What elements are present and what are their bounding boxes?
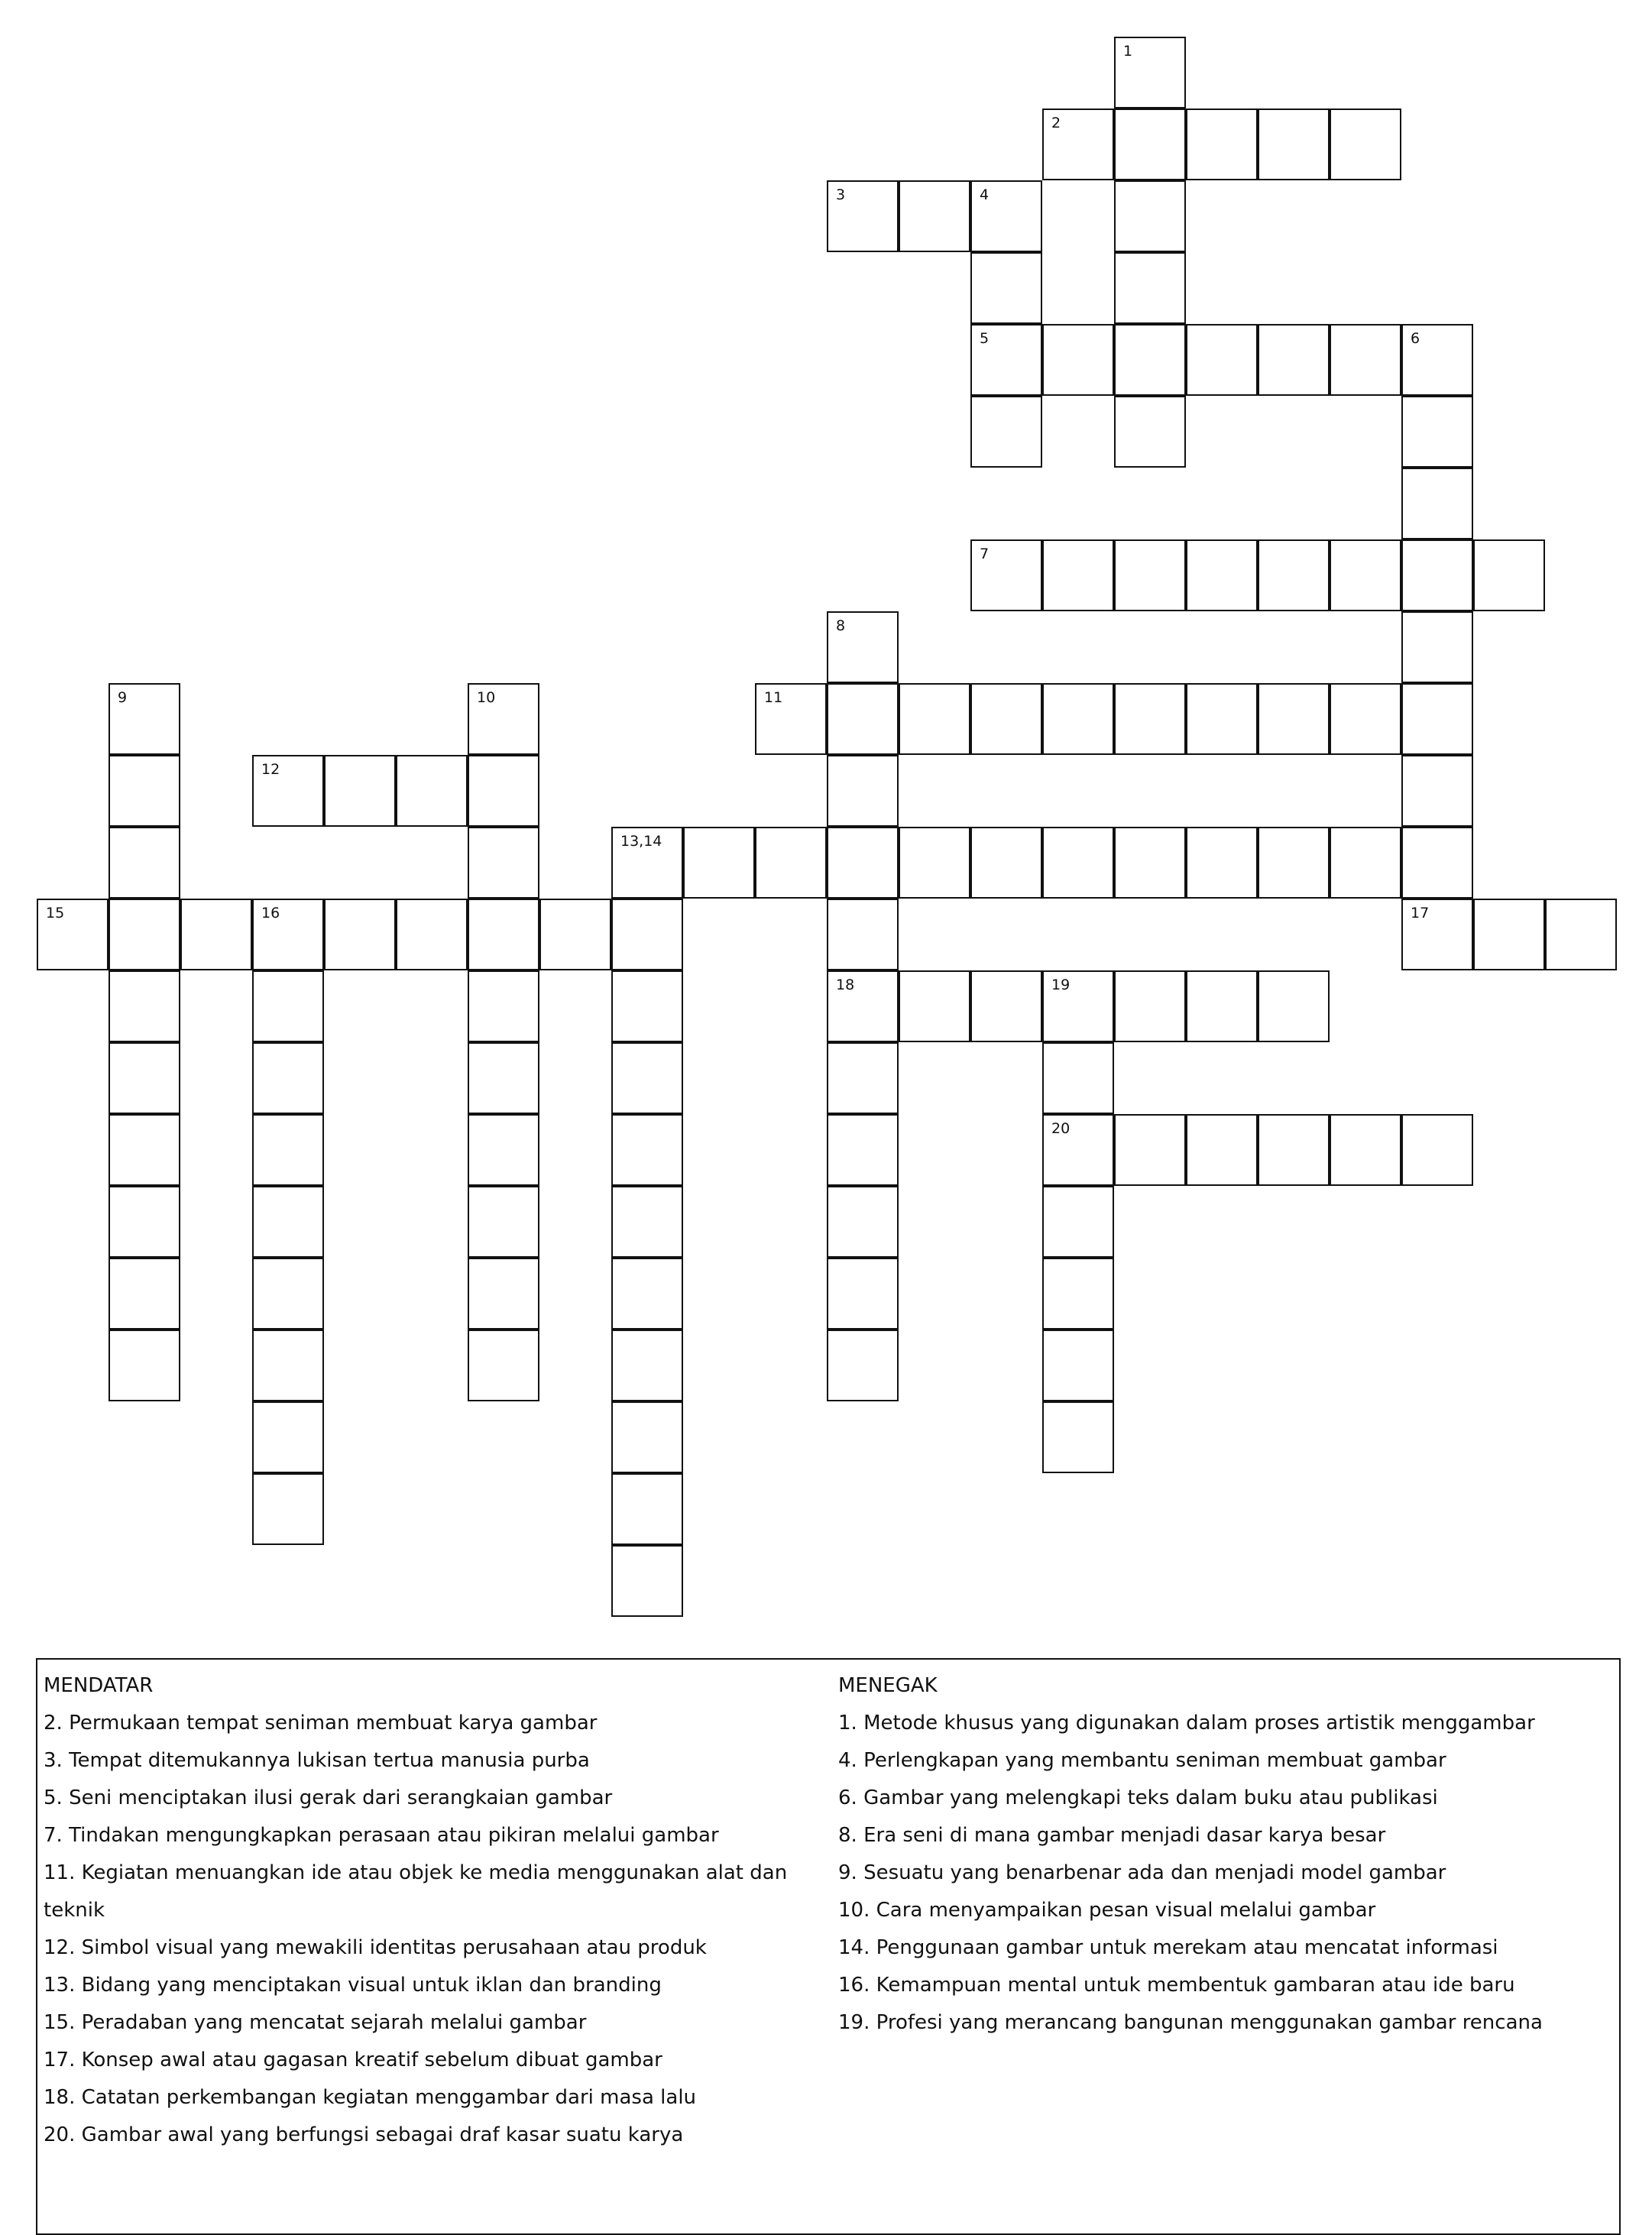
grid-cell[interactable]: [252, 1401, 324, 1473]
grid-cell[interactable]: [1401, 611, 1473, 683]
grid-cell[interactable]: [755, 683, 827, 755]
grid-cell[interactable]: [1401, 396, 1473, 468]
clue-number: 20: [1051, 1120, 1071, 1137]
grid-cell[interactable]: [970, 827, 1042, 899]
grid-cell[interactable]: [252, 755, 324, 827]
grid-cell[interactable]: [827, 1330, 899, 1401]
grid-cell[interactable]: [1401, 899, 1473, 970]
clue-number: 6: [1411, 330, 1420, 347]
grid-cell[interactable]: [1114, 180, 1186, 252]
grid-cell[interactable]: [109, 1114, 180, 1186]
grid-cell[interactable]: [1401, 827, 1473, 899]
down-clue: 9. Sesuatu yang benarbenar ada dan menjadi model gambar: [838, 1861, 1446, 1884]
grid-cell[interactable]: [1042, 324, 1114, 396]
down-clues: [838, 1667, 1610, 2042]
grid-cell[interactable]: [1114, 970, 1186, 1042]
grid-cell[interactable]: [1042, 539, 1114, 611]
grid-cell[interactable]: [827, 899, 899, 970]
grid-cell[interactable]: [1258, 683, 1330, 755]
grid-cell[interactable]: [970, 539, 1042, 611]
grid-cell[interactable]: [827, 755, 899, 827]
grid-cell[interactable]: [970, 252, 1042, 324]
grid-cell[interactable]: [1042, 1401, 1114, 1473]
across-clue: 15. Peradaban yang mencatat sejarah melalui gambar: [44, 2011, 587, 2034]
grid-cell[interactable]: [827, 1258, 899, 1330]
grid-cell[interactable]: [324, 755, 396, 827]
grid-cell[interactable]: [468, 827, 539, 899]
grid-cell[interactable]: [683, 827, 755, 899]
grid-cell[interactable]: [1401, 324, 1473, 396]
clue-number: 17: [1411, 905, 1430, 922]
grid-cell[interactable]: [611, 1258, 683, 1330]
grid-cell[interactable]: [1401, 755, 1473, 827]
down-heading: MENEGAK: [838, 1674, 938, 1697]
clue-number: 13,14: [620, 833, 662, 850]
grid-cell[interactable]: [611, 827, 683, 899]
grid-cell[interactable]: [827, 970, 899, 1042]
grid-cell[interactable]: [252, 1186, 324, 1258]
grid-cell[interactable]: [970, 180, 1042, 252]
grid-cell[interactable]: [468, 1114, 539, 1186]
grid-cell[interactable]: [1258, 1114, 1330, 1186]
clue-number: 18: [836, 977, 855, 993]
grid-cell[interactable]: [1401, 1114, 1473, 1186]
grid-cell[interactable]: [1545, 899, 1617, 970]
grid-cell[interactable]: [1186, 324, 1258, 396]
clue-number: 1: [1123, 43, 1133, 60]
grid-cell[interactable]: [1114, 1114, 1186, 1186]
across-clue: 11. Kegiatan menuangkan ide atau objek ke media menggunakan alat dan teknik: [44, 1861, 788, 1922]
grid-cell[interactable]: [1186, 109, 1258, 180]
across-clue: 5. Seni menciptakan ilusi gerak dari serangkaian gambar: [44, 1786, 613, 1809]
grid-cell[interactable]: [611, 1473, 683, 1545]
grid-cell[interactable]: [109, 827, 180, 899]
grid-cell[interactable]: [1042, 683, 1114, 755]
grid-cell[interactable]: [1258, 827, 1330, 899]
clue-number: 16: [261, 905, 280, 922]
grid-cell[interactable]: [899, 827, 970, 899]
clue-number: 19: [1051, 977, 1071, 993]
grid-cell[interactable]: [468, 683, 539, 755]
grid-cell[interactable]: [1042, 970, 1114, 1042]
grid-cell[interactable]: [468, 970, 539, 1042]
grid-cell[interactable]: [1186, 683, 1258, 755]
grid-cell[interactable]: [970, 324, 1042, 396]
grid-cell[interactable]: [468, 1330, 539, 1401]
clue-number: 3: [836, 186, 846, 203]
down-clue: 16. Kemampuan mental untuk membentuk gambaran atau ide baru: [838, 1974, 1515, 1997]
across-clue: 20. Gambar awal yang berfungsi sebagai draf kasar suatu karya: [44, 2123, 684, 2146]
grid-cell[interactable]: [611, 1186, 683, 1258]
grid-cell[interactable]: [899, 683, 970, 755]
grid-cell[interactable]: [468, 755, 539, 827]
clue-number: 2: [1051, 115, 1061, 131]
grid-cell[interactable]: [1401, 683, 1473, 755]
grid-cell[interactable]: [1186, 539, 1258, 611]
grid-cell[interactable]: [1114, 396, 1186, 468]
grid-cell[interactable]: [1186, 1114, 1258, 1186]
grid-cell[interactable]: [827, 1186, 899, 1258]
grid-cell[interactable]: [1330, 324, 1401, 396]
grid-cell[interactable]: [1042, 1330, 1114, 1401]
grid-cell[interactable]: [252, 1330, 324, 1401]
grid-cell[interactable]: [468, 899, 539, 970]
grid-cell[interactable]: [1473, 899, 1545, 970]
grid-cell[interactable]: [970, 970, 1042, 1042]
grid-cell[interactable]: [611, 1401, 683, 1473]
clues-box: [36, 1658, 1621, 2235]
grid-cell[interactable]: [970, 683, 1042, 755]
across-clue: 3. Tempat ditemukannya lukisan tertua manusia purba: [44, 1749, 590, 1772]
across-clue: 12. Simbol visual yang mewakili identitas perusahaan atau produk: [44, 1936, 707, 1959]
grid-cell[interactable]: [109, 1258, 180, 1330]
grid-cell[interactable]: [1258, 109, 1330, 180]
grid-cell[interactable]: [827, 1114, 899, 1186]
down-clue: 4. Perlengkapan yang membantu seniman membuat gambar: [838, 1749, 1446, 1772]
grid-cell[interactable]: [396, 899, 468, 970]
grid-cell[interactable]: [1186, 827, 1258, 899]
clue-number: 4: [980, 186, 990, 203]
grid-cell[interactable]: [611, 1114, 683, 1186]
grid-cell[interactable]: [1258, 539, 1330, 611]
across-clue: 18. Catatan perkembangan kegiatan menggambar dari masa lalu: [44, 2086, 697, 2109]
grid-cell[interactable]: [109, 755, 180, 827]
down-clue: 6. Gambar yang melengkapi teks dalam buku atau publikasi: [838, 1786, 1438, 1809]
grid-cell[interactable]: [109, 1330, 180, 1401]
grid-cell[interactable]: [827, 180, 899, 252]
grid-cell[interactable]: [252, 1114, 324, 1186]
grid-cell[interactable]: [1258, 324, 1330, 396]
grid-cell[interactable]: [1042, 1258, 1114, 1330]
grid-cell[interactable]: [1473, 539, 1545, 611]
grid-cell[interactable]: [109, 1042, 180, 1114]
across-clue: 7. Tindakan mengungkapkan perasaan atau pikiran melalui gambar: [44, 1824, 719, 1847]
clue-number: 15: [46, 905, 65, 922]
grid-cell[interactable]: [468, 1186, 539, 1258]
grid-cell[interactable]: [1042, 1114, 1114, 1186]
grid-cell[interactable]: [1258, 970, 1330, 1042]
grid-cell[interactable]: [611, 1330, 683, 1401]
grid-cell[interactable]: [1042, 827, 1114, 899]
grid-cell[interactable]: [899, 180, 970, 252]
grid-cell[interactable]: [1114, 324, 1186, 396]
grid-cell[interactable]: [1042, 1042, 1114, 1114]
clue-number: 7: [980, 546, 990, 562]
down-clue: 8. Era seni di mana gambar menjadi dasar karya besar: [838, 1824, 1386, 1847]
grid-cell[interactable]: [109, 970, 180, 1042]
grid-cell[interactable]: [611, 1042, 683, 1114]
grid-cell[interactable]: [1114, 827, 1186, 899]
grid-cell[interactable]: [252, 970, 324, 1042]
grid-cell[interactable]: [180, 899, 252, 970]
grid-cell[interactable]: [611, 970, 683, 1042]
across-clue: 13. Bidang yang menciptakan visual untuk iklan dan branding: [44, 1974, 662, 1997]
grid-cell[interactable]: [827, 827, 899, 899]
grid-cell[interactable]: [109, 1186, 180, 1258]
grid-cell[interactable]: [1330, 539, 1401, 611]
clue-number: 10: [477, 689, 496, 706]
down-clue: 14. Penggunaan gambar untuk merekam atau mencatat informasi: [838, 1936, 1498, 1959]
grid-cell[interactable]: [827, 611, 899, 683]
across-clue: 2. Permukaan tempat seniman membuat karya gambar: [44, 1712, 598, 1735]
down-clue: 1. Metode khusus yang digunakan dalam proses artistik menggambar: [838, 1712, 1535, 1735]
grid-cell[interactable]: [468, 1042, 539, 1114]
grid-cell[interactable]: [970, 396, 1042, 468]
grid-cell[interactable]: [1114, 683, 1186, 755]
grid-cell[interactable]: [1330, 683, 1401, 755]
grid-cell[interactable]: [1330, 109, 1401, 180]
grid-cell[interactable]: [468, 1258, 539, 1330]
grid-cell[interactable]: [1401, 468, 1473, 539]
grid-cell[interactable]: [324, 899, 396, 970]
grid-cell[interactable]: [396, 755, 468, 827]
clue-number: 8: [836, 617, 846, 634]
grid-cell[interactable]: [1114, 252, 1186, 324]
grid-cell[interactable]: [899, 970, 970, 1042]
grid-cell[interactable]: [1114, 109, 1186, 180]
clue-number: 9: [118, 689, 128, 706]
grid-cell[interactable]: [755, 827, 827, 899]
grid-cell[interactable]: [539, 899, 611, 970]
clue-number: 5: [980, 330, 990, 347]
across-clue: 17. Konsep awal atau gagasan kreatif sebelum dibuat gambar: [44, 2049, 662, 2071]
down-clue: 19. Profesi yang merancang bangunan menggunakan gambar rencana: [838, 2011, 1543, 2034]
grid-cell[interactable]: [1330, 827, 1401, 899]
grid-cell[interactable]: [252, 1473, 324, 1545]
across-clues: [44, 1667, 831, 2154]
grid-cell[interactable]: [827, 1042, 899, 1114]
grid-cell[interactable]: [1330, 1114, 1401, 1186]
grid-cell[interactable]: [37, 899, 109, 970]
clue-number: 12: [261, 761, 280, 778]
grid-cell[interactable]: [1401, 539, 1473, 611]
grid-cell[interactable]: [1042, 109, 1114, 180]
grid-cell[interactable]: [109, 899, 180, 970]
grid-cell[interactable]: [1114, 539, 1186, 611]
grid-cell[interactable]: [109, 683, 180, 755]
grid-cell[interactable]: [1042, 1186, 1114, 1258]
clue-number: 11: [764, 689, 783, 706]
across-heading: MENDATAR: [44, 1674, 154, 1697]
grid-cell[interactable]: [827, 683, 899, 755]
grid-cell[interactable]: [1114, 37, 1186, 109]
grid-cell[interactable]: [1186, 970, 1258, 1042]
down-clue: 10. Cara menyampaikan pesan visual melalui gambar: [838, 1899, 1376, 1922]
grid-cell[interactable]: [611, 899, 683, 970]
grid-cell[interactable]: [252, 1258, 324, 1330]
grid-cell[interactable]: [611, 1545, 683, 1617]
grid-cell[interactable]: [252, 1042, 324, 1114]
grid-cell[interactable]: [252, 899, 324, 970]
